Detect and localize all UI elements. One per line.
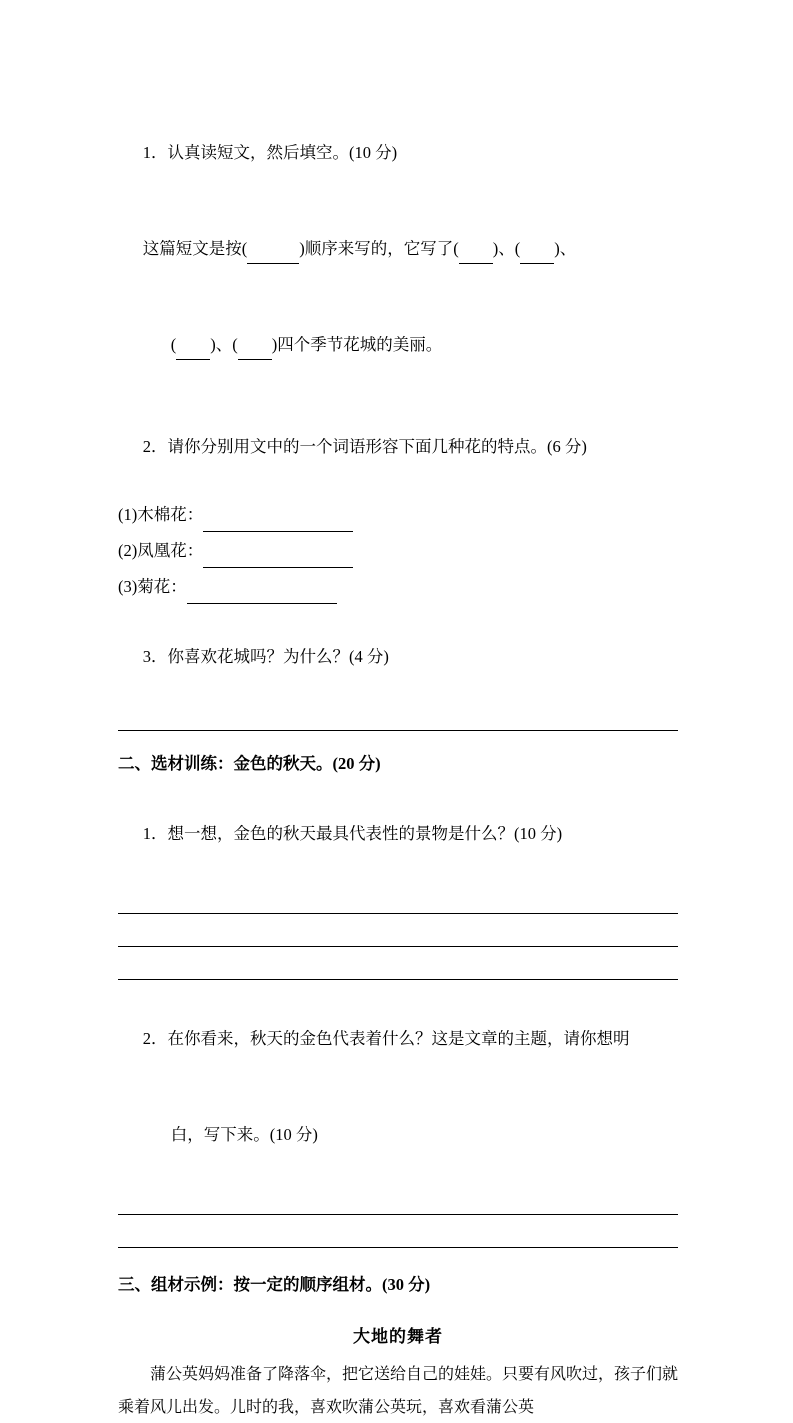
question-1-points: (10 分) (349, 143, 398, 162)
question-3-answer-area[interactable] (118, 730, 678, 731)
fill-blank-1[interactable] (247, 247, 299, 264)
section-2-question-2-line-2 (118, 1090, 678, 1180)
fill-blank-4[interactable] (176, 343, 210, 360)
question-2-item-1-blank[interactable] (203, 515, 353, 532)
section-3-heading (118, 1270, 678, 1300)
fill-text-c: )、( (492, 239, 521, 258)
section-2-question-1 (118, 789, 678, 879)
question-2-text: 请你分别用文中的一个词语形容下面几种花的特点。 (167, 437, 547, 456)
question-2-item-2-blank[interactable] (203, 551, 353, 568)
fill-text-a: 这篇短文是按( (142, 239, 248, 258)
fill-blank-5[interactable] (238, 343, 272, 360)
section-3-points: (30 分) (382, 1275, 431, 1294)
section-2-points: (20 分) (332, 754, 381, 773)
section-2-question-1-points: (10 分) (514, 824, 563, 843)
question-1-text: 认真读短文，然后填空。 (167, 143, 349, 162)
question-3-number: 3． (142, 647, 168, 666)
question-1-fill-line-1 (118, 204, 678, 294)
essay-body (118, 1357, 678, 1423)
question-3-text: 你喜欢花城吗？为什么？ (167, 647, 349, 666)
question-2 (118, 402, 678, 492)
section-2-question-1-answer-area[interactable] (118, 913, 678, 980)
section-2-question-2-text-2: 白，写下来。 (170, 1125, 270, 1144)
section-3-title: 三、组材示例：按一定的顺序组材。 (118, 1275, 382, 1294)
fill-text-e: ( (170, 335, 177, 354)
question-2-item-3-label: (3)菊花： (118, 577, 187, 596)
fill-text-g: )四个季节花城的美丽。 (271, 335, 443, 354)
question-2-item-2 (118, 534, 678, 568)
answer-rule[interactable] (118, 946, 678, 947)
essay-paragraph: 蒲公英妈妈准备了降落伞，把它送给自己的娃娃。只要有风吹过，孩子们就乘着风儿出发。儿时的我，喜欢吹蒲公英玩，喜欢看蒲公英 (118, 1364, 679, 1416)
section-2-heading (118, 749, 678, 779)
section-2-question-2-line-1 (118, 994, 678, 1084)
answer-rule[interactable] (118, 913, 678, 914)
section-2-question-2-answer-area[interactable] (118, 1214, 678, 1248)
question-2-item-3 (118, 570, 678, 604)
section-2-question-1-number: 1． (142, 824, 168, 843)
question-1-number: 1． (142, 143, 168, 162)
question-2-item-1 (118, 498, 678, 532)
fill-blank-2[interactable] (459, 247, 493, 264)
section-2-question-2-number: 2． (142, 1029, 168, 1048)
essay-title: 大地的舞者 (353, 1327, 443, 1346)
section-2-question-2-text-1: 在你看来，秋天的金色代表着什么？这是文章的主题，请你想明 (167, 1029, 630, 1048)
answer-rule[interactable] (118, 1247, 678, 1248)
question-2-item-3-blank[interactable] (187, 587, 337, 604)
fill-text-d: )、 (554, 239, 577, 258)
question-3 (118, 612, 678, 702)
section-2-question-1-text: 想一想，金色的秋天最具代表性的景物是什么？ (167, 824, 514, 843)
fill-text-f: )、( (210, 335, 238, 354)
question-2-item-1-label: (1)木棉花： (118, 505, 204, 524)
worksheet-content (118, 108, 678, 1423)
fill-blank-3[interactable] (520, 247, 554, 264)
question-1-fill-line-2 (118, 300, 678, 390)
question-1 (118, 108, 678, 198)
question-2-points: (6 分) (547, 437, 587, 456)
question-3-points: (4 分) (349, 647, 389, 666)
answer-rule[interactable] (118, 730, 678, 731)
question-2-item-2-label: (2)凤凰花： (118, 541, 204, 560)
answer-rule[interactable] (118, 1214, 678, 1215)
section-2-title: 二、选材训练：金色的秋天。 (118, 754, 333, 773)
fill-text-b: )顺序来写的，它写了( (299, 239, 459, 258)
question-2-number: 2． (142, 437, 168, 456)
section-2-question-2-points: (10 分) (269, 1125, 318, 1144)
